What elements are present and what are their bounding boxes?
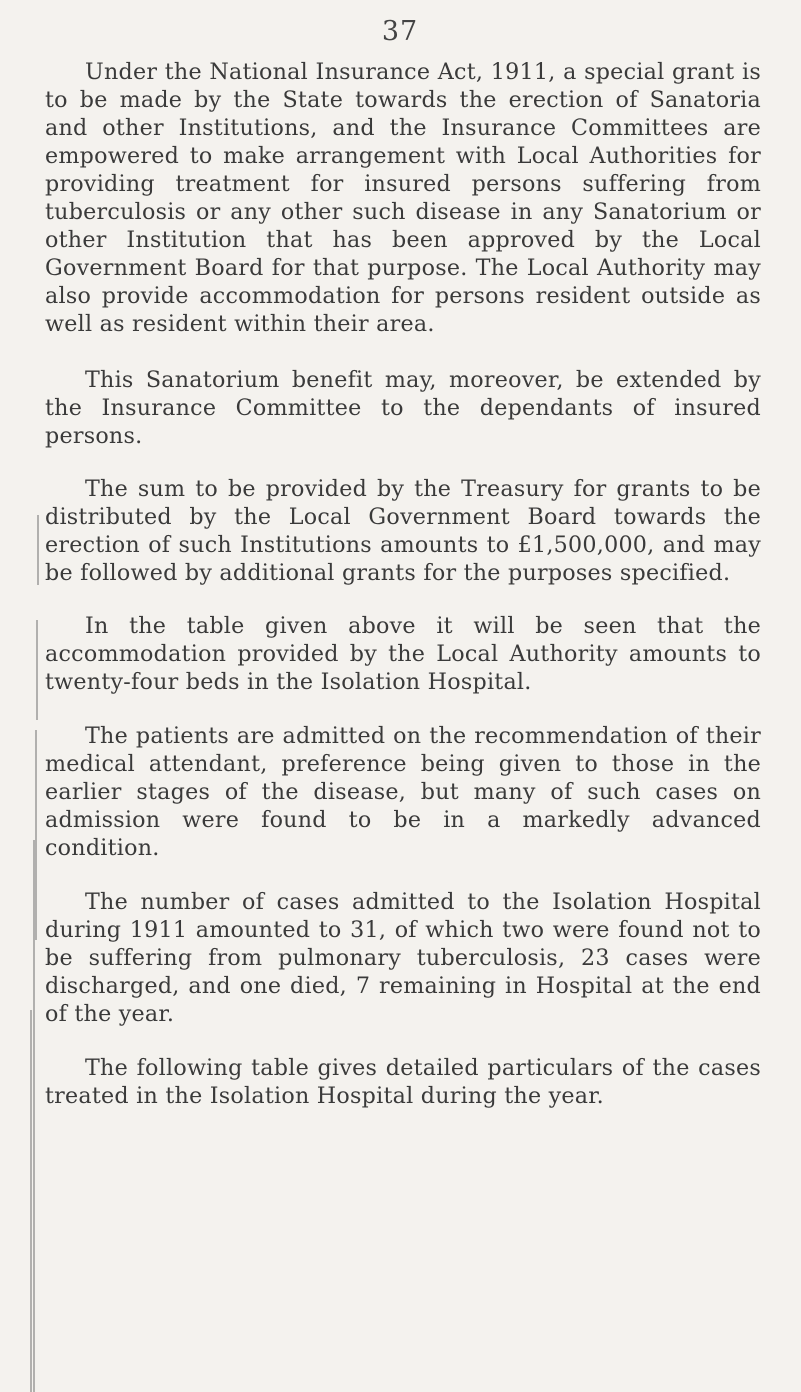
paragraph-sanatorium-benefit: This Sanatorium benefit may, moreover, be extended by the Insurance Committee to the dependants of insured persons.	[45, 367, 761, 449]
paragraph-table-intro: The following table gives detailed particulars of the cases treated in the Isolation Hospital during the year.	[45, 1055, 761, 1109]
paragraph-treasury-grants: The sum to be provided by the Treasury for grants to be distributed by the Local Government Board towards the erection of such Institutions amounts to £1,500,000, and may be followed by additional grants for the purposes specified.	[45, 476, 761, 586]
page-number: 37	[381, 16, 419, 47]
binding-mark	[33, 840, 35, 1392]
paragraph-accommodation: In the table given above it will be seen that the accommodation provided by the Local Authority amounts to twenty-four beds in the Isolation Hospital.	[45, 613, 761, 695]
binding-mark	[36, 620, 38, 720]
binding-mark	[35, 730, 37, 940]
paragraph-insurance-act: Under the National Insurance Act, 1911, a special grant is to be made by the State towards the erection of Sanatoria and other Institutions, and the Insurance Committees are empowered to make arrangement with Local Authorities for providing treatment for insured persons suffering from tuberculosis or any other such disease in any Sanatorium or other Institution that has been approved by the Local Government Board for that purpose. The Local Authority may also provide accommodation for persons resident outside as well as resident within their area.	[45, 59, 761, 337]
binding-mark	[30, 1010, 32, 1392]
paragraph-admission: The patients are admitted on the recommendation of their medical attendant, preference being given to those in the earlier stages of the disease, but many of such cases on admission were found to be in a markedly advanced condition.	[45, 723, 761, 861]
binding-mark	[37, 515, 39, 585]
paragraph-case-numbers: The number of cases admitted to the Isolation Hospital during 1911 amounted to 31, of which two were found not to be suffering from pulmonary tuberculosis, 23 cases were discharged, and one died, 7 remaining in Hospital at the end of the year.	[45, 889, 761, 1027]
body-text	[45, 58, 761, 1136]
